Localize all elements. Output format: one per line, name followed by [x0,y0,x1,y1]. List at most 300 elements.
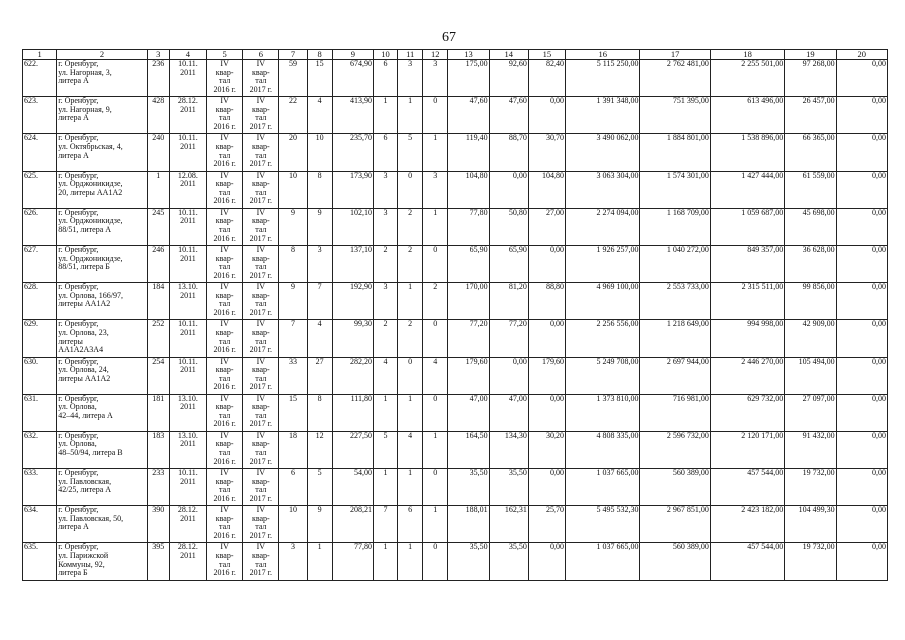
cell-15: 0,00 [528,320,565,357]
cell-3: 240 [147,134,169,171]
quarter-start-cell-line: тал [219,373,231,383]
column-header: 7 [279,50,307,60]
cell-16: 1 391 348,00 [566,97,640,134]
address-cell [57,543,148,580]
address-cell-line: г. Оренбург, [58,282,99,292]
cell-16: 4 969 100,00 [566,283,640,320]
cell-15: 82,40 [528,60,565,97]
column-header: 5 [207,50,243,60]
cell-9: 208,21 [332,506,373,543]
date-cell-line: 10.11. [178,133,198,143]
quarter-end-cell-line: квар- [251,104,270,114]
quarter-end-cell-line: тал [255,373,267,383]
cell-15: 27,00 [528,208,565,245]
cell-16: 1 373 810,00 [566,394,640,431]
cell-19: 99 856,00 [785,283,836,320]
address-cell [57,134,148,171]
cell-12: 3 [423,60,448,97]
address-cell-line: ул. Орлова, 166/97, [58,290,123,300]
date-cell [169,431,206,468]
cell-14: 50,80 [489,208,528,245]
quarter-end-cell-line: квар- [251,402,270,412]
cell-7: 18 [279,431,307,468]
quarter-end-cell-line: 2017 г. [249,159,273,169]
quarter-end-cell-line: квар- [251,327,270,337]
cell-3: 236 [147,60,169,97]
quarter-end-cell-line: IV [256,431,266,440]
cell-13: 188,01 [448,506,489,543]
cell-16: 5 249 708,00 [566,357,640,394]
cell-18: 2 120 171,00 [710,431,784,468]
cell-8: 8 [307,394,332,431]
cell-15: 179,60 [528,357,565,394]
table-row [23,543,888,580]
cell-12: 1 [423,208,448,245]
cell-10: 7 [373,506,397,543]
address-cell-line: г. Оренбург, [58,319,99,329]
quarter-start-cell-line: квар- [215,141,234,151]
quarter-start-cell-line: квар- [215,327,234,337]
quarter-start-cell [207,171,243,208]
quarter-end-cell-line: IV [256,245,266,254]
cell-13: 65,90 [448,245,489,282]
cell-10: 1 [373,97,397,134]
quarter-start-cell-line: тал [219,113,231,123]
column-header: 3 [147,50,169,60]
cell-19: 61 559,00 [785,171,836,208]
quarter-end-cell-line: IV [256,133,266,143]
column-header: 14 [489,50,528,60]
quarter-end-cell-line: квар- [251,551,270,561]
address-cell [57,357,148,394]
cell-13: 164,50 [448,431,489,468]
quarter-end-cell-line: IV [256,59,266,68]
cell-17: 2 553 733,00 [640,283,710,320]
column-header: 15 [528,50,565,60]
table-row [23,320,888,357]
cell-16: 1 037 665,00 [566,469,640,506]
quarter-end-cell [243,60,279,97]
cell-14: 92,60 [489,60,528,97]
quarter-start-cell-line: 2016 г. [213,233,236,243]
cell-19: 45 698,00 [785,208,836,245]
quarter-end-cell-line: IV [256,208,266,217]
page-number: 67 [442,30,456,45]
cell-16: 3 490 062,00 [566,134,640,171]
table-row [23,134,888,171]
date-cell-line: 2011 [180,513,196,523]
cell-16: 3 063 304,00 [566,171,640,208]
date-cell [169,506,206,543]
date-cell [169,394,206,431]
table-row [23,431,888,468]
quarter-end-cell-line: квар- [251,365,270,375]
cell-8: 1 [307,543,332,580]
cell-10: 1 [373,543,397,580]
quarter-end-cell [243,283,279,320]
cell-19: 105 494,00 [785,357,836,394]
cell-3: 246 [147,245,169,282]
date-cell-line: 2011 [180,290,196,300]
quarter-end-cell-line: 2017 г. [249,419,273,429]
cell-14: 47,00 [489,394,528,431]
date-cell-line: 2011 [180,253,196,263]
cell-13: 77,80 [448,208,489,245]
quarter-start-cell-line: тал [219,559,231,569]
cell-18: 2 446 270,00 [710,357,784,394]
quarter-start-cell-line: тал [219,262,231,272]
row-number: 630. [23,357,57,394]
date-cell [169,60,206,97]
cell-19: 19 732,00 [785,469,836,506]
cell-7: 15 [279,394,307,431]
address-cell-line: литера А [58,113,89,123]
cell-13: 35,50 [448,469,489,506]
quarter-end-cell-line: квар- [251,141,270,151]
cell-3: 181 [147,394,169,431]
cell-9: 77,80 [332,543,373,580]
cell-9: 111,80 [332,394,373,431]
quarter-end-cell [243,320,279,357]
date-cell [169,97,206,134]
cell-20: 0,00 [836,60,887,97]
address-cell-line: литера Б [58,568,88,578]
address-cell-line: г. Оренбург, [58,394,99,403]
quarter-start-cell [207,97,243,134]
quarter-start-cell-line: тал [219,485,231,495]
cell-11: 0 [398,357,423,394]
cell-12: 4 [423,357,448,394]
row-number: 622. [23,60,57,97]
cell-20: 0,00 [836,320,887,357]
row-number: 631. [23,394,57,431]
cell-11: 1 [398,283,423,320]
cell-9: 413,90 [332,97,373,134]
address-cell-line: 88/51, литера Б [58,262,110,272]
quarter-start-cell [207,394,243,431]
cell-7: 20 [279,134,307,171]
quarter-start-cell-line: 2016 г. [213,456,236,466]
quarter-end-cell-line: 2017 г. [249,456,273,466]
address-cell-line: г. Оренбург, [58,208,99,217]
quarter-start-cell-line: тал [219,448,231,458]
cell-8: 10 [307,134,332,171]
row-number: 628. [23,283,57,320]
address-cell-line: ул. Павловская, [58,476,112,486]
quarter-start-cell-line: 2016 г. [213,531,236,541]
cell-7: 9 [279,283,307,320]
cell-9: 235,70 [332,134,373,171]
cell-17: 1 574 301,00 [640,171,710,208]
cell-10: 1 [373,394,397,431]
address-cell-line: ул. Орлова, [58,402,97,412]
quarter-start-cell-line: IV [220,394,229,403]
quarter-start-cell-line: 2016 г. [213,270,236,280]
quarter-end-cell [243,357,279,394]
cell-11: 0 [398,171,423,208]
cell-14: 0,00 [489,357,528,394]
date-cell-line: 10.11. [178,208,198,217]
cell-17: 1 168 709,00 [640,208,710,245]
date-cell-line: 2011 [180,476,196,486]
cell-13: 175,00 [448,60,489,97]
quarter-end-cell-line: квар- [251,439,270,449]
quarter-start-cell [207,283,243,320]
cell-16: 2 256 556,00 [566,320,640,357]
cell-19: 19 732,00 [785,543,836,580]
quarter-end-cell-line: тал [255,150,267,160]
cell-7: 22 [279,97,307,134]
cell-13: 104,80 [448,171,489,208]
cell-18: 2 255 501,00 [710,60,784,97]
cell-13: 119,40 [448,134,489,171]
cell-15: 0,00 [528,469,565,506]
cell-13: 47,60 [448,97,489,134]
column-header: 19 [785,50,836,60]
cell-17: 751 395,00 [640,97,710,134]
cell-20: 0,00 [836,171,887,208]
cell-17: 716 981,00 [640,394,710,431]
cell-12: 0 [423,97,448,134]
address-cell-line: 20, литеры АА1А2 [58,187,123,197]
cell-11: 6 [398,506,423,543]
date-cell [169,357,206,394]
table-body [23,60,888,581]
cell-7: 6 [279,469,307,506]
quarter-end-cell-line: квар- [251,476,270,486]
date-cell-line: 10.11. [178,319,198,329]
address-cell-line: г. Оренбург, [58,59,99,68]
cell-11: 2 [398,208,423,245]
quarter-start-cell-line: IV [220,431,229,440]
cell-11: 3 [398,60,423,97]
cell-17: 2 967 851,00 [640,506,710,543]
quarter-start-cell-line: IV [220,96,229,106]
cell-9: 674,90 [332,60,373,97]
column-header: 8 [307,50,332,60]
row-number: 627. [23,245,57,282]
cell-7: 7 [279,320,307,357]
cell-16: 1 926 257,00 [566,245,640,282]
cell-9: 192,90 [332,283,373,320]
quarter-end-cell-line: квар- [251,290,270,300]
quarter-start-cell-line: квар- [215,104,234,114]
cell-18: 457 544,00 [710,469,784,506]
cell-20: 0,00 [836,134,887,171]
quarter-start-cell-line: IV [220,357,229,366]
quarter-end-cell [243,97,279,134]
quarter-end-cell [243,208,279,245]
date-cell-line: 10.11. [178,245,198,254]
address-cell-line: литеры [58,336,83,346]
quarter-end-cell-line: квар- [251,216,270,226]
address-cell [57,469,148,506]
address-cell [57,171,148,208]
cell-11: 1 [398,394,423,431]
quarter-end-cell [243,543,279,580]
quarter-start-cell-line: 2016 г. [213,84,236,94]
address-cell-line: г. Оренбург, [58,505,99,515]
cell-7: 10 [279,171,307,208]
quarter-end-cell-line: тал [255,76,267,86]
cell-18: 994 998,00 [710,320,784,357]
cell-19: 104 499,30 [785,506,836,543]
cell-9: 173,90 [332,171,373,208]
cell-9: 54,00 [332,469,373,506]
cell-15: 104,80 [528,171,565,208]
column-header: 6 [243,50,279,60]
cell-17: 2 596 732,00 [640,431,710,468]
cell-10: 3 [373,208,397,245]
address-cell [57,60,148,97]
quarter-end-cell-line: IV [256,542,266,552]
cell-8: 15 [307,60,332,97]
quarter-start-cell-line: 2016 г. [213,493,236,503]
address-cell-line: ул. Орлова, 24, [58,365,109,375]
address-cell [57,431,148,468]
address-cell-line: г. Оренбург, [58,96,99,106]
cell-19: 66 365,00 [785,134,836,171]
quarter-start-cell [207,208,243,245]
address-cell-line: АА1А2А3А4 [58,345,104,355]
quarter-end-cell-line: тал [255,224,267,234]
cell-11: 1 [398,97,423,134]
date-cell-line: 2011 [180,327,196,337]
address-cell-line: литера А [58,150,89,160]
cell-9: 227,50 [332,431,373,468]
cell-19: 91 432,00 [785,431,836,468]
date-cell-line: 28.12. [177,505,198,515]
cell-18: 613 496,00 [710,97,784,134]
quarter-start-cell-line: 2016 г. [213,568,236,578]
quarter-start-cell [207,431,243,468]
cell-8: 9 [307,506,332,543]
quarter-end-cell-line: тал [255,559,267,569]
column-header: 18 [710,50,784,60]
cell-14: 0,00 [489,171,528,208]
address-cell-line: литера А [58,76,89,86]
address-cell [57,320,148,357]
row-number: 623. [23,97,57,134]
cell-3: 252 [147,320,169,357]
cell-9: 137,10 [332,245,373,282]
quarter-end-cell-line: 2017 г. [249,233,273,243]
cell-15: 0,00 [528,543,565,580]
quarter-start-cell-line: IV [220,59,229,68]
cell-11: 1 [398,543,423,580]
cell-11: 2 [398,320,423,357]
cell-8: 3 [307,245,332,282]
date-cell-line: 28.12. [177,542,198,552]
table-row [23,60,888,97]
cell-17: 1 040 272,00 [640,245,710,282]
address-cell-line: 88/51, литера А [58,224,112,234]
quarter-start-cell-line: 2016 г. [213,159,236,169]
quarter-start-cell-line: 2016 г. [213,345,236,355]
quarter-end-cell-line: тал [255,485,267,495]
cell-20: 0,00 [836,208,887,245]
cell-3: 184 [147,283,169,320]
cell-20: 0,00 [836,543,887,580]
cell-18: 849 357,00 [710,245,784,282]
quarter-start-cell-line: 2016 г. [213,196,236,206]
address-cell [57,506,148,543]
cell-10: 2 [373,320,397,357]
date-cell-line: 2011 [180,179,196,189]
quarter-start-cell-line: 2016 г. [213,307,236,317]
cell-20: 0,00 [836,97,887,134]
date-cell-line: 28.12. [177,96,198,106]
cell-8: 12 [307,431,332,468]
cell-15: 0,00 [528,245,565,282]
quarter-end-cell-line: квар- [251,513,270,523]
cell-3: 183 [147,431,169,468]
quarter-start-cell-line: квар- [215,216,234,226]
cell-18: 1 059 687,00 [710,208,784,245]
cell-12: 0 [423,320,448,357]
quarter-start-cell-line: тал [219,410,231,420]
quarter-end-cell [243,394,279,431]
cell-10: 3 [373,283,397,320]
cell-3: 245 [147,208,169,245]
cell-7: 10 [279,506,307,543]
quarter-end-cell-line: квар- [251,67,270,77]
cell-3: 233 [147,469,169,506]
date-cell-line: 2011 [180,67,196,77]
cell-12: 3 [423,171,448,208]
cell-12: 0 [423,245,448,282]
quarter-start-cell-line: тал [219,522,231,532]
address-cell [57,208,148,245]
date-cell [169,469,206,506]
date-cell-line: 10.11. [178,468,198,478]
cell-10: 2 [373,245,397,282]
cell-11: 4 [398,431,423,468]
cell-17: 1 884 801,00 [640,134,710,171]
column-header: 4 [169,50,206,60]
cell-7: 8 [279,245,307,282]
quarter-end-cell-line: тал [255,448,267,458]
quarter-start-cell-line: квар- [215,402,234,412]
column-header: 12 [423,50,448,60]
quarter-start-cell-line: квар- [215,253,234,263]
cell-19: 42 909,00 [785,320,836,357]
quarter-end-cell-line: IV [256,171,266,180]
cell-12: 0 [423,469,448,506]
column-header: 10 [373,50,397,60]
date-cell-line: 10.11. [178,59,198,68]
address-cell-line: литеры АА1А2 [58,299,111,309]
cell-13: 77,20 [448,320,489,357]
quarter-end-cell-line: 2017 г. [249,84,273,94]
quarter-end-cell-line: IV [256,468,266,478]
quarter-start-cell-line: тал [219,187,231,197]
date-cell-line: 2011 [180,402,196,412]
address-cell-line: 42/25, литера А [58,485,112,495]
date-cell [169,171,206,208]
cell-8: 27 [307,357,332,394]
quarter-end-cell-line: тал [255,113,267,123]
cell-13: 179,60 [448,357,489,394]
quarter-start-cell [207,543,243,580]
cell-18: 2 423 182,00 [710,506,784,543]
quarter-start-cell-line: 2016 г. [213,419,236,429]
quarter-start-cell-line: тал [219,299,231,309]
cell-8: 8 [307,171,332,208]
cell-3: 395 [147,543,169,580]
row-number: 634. [23,506,57,543]
quarter-start-cell [207,506,243,543]
